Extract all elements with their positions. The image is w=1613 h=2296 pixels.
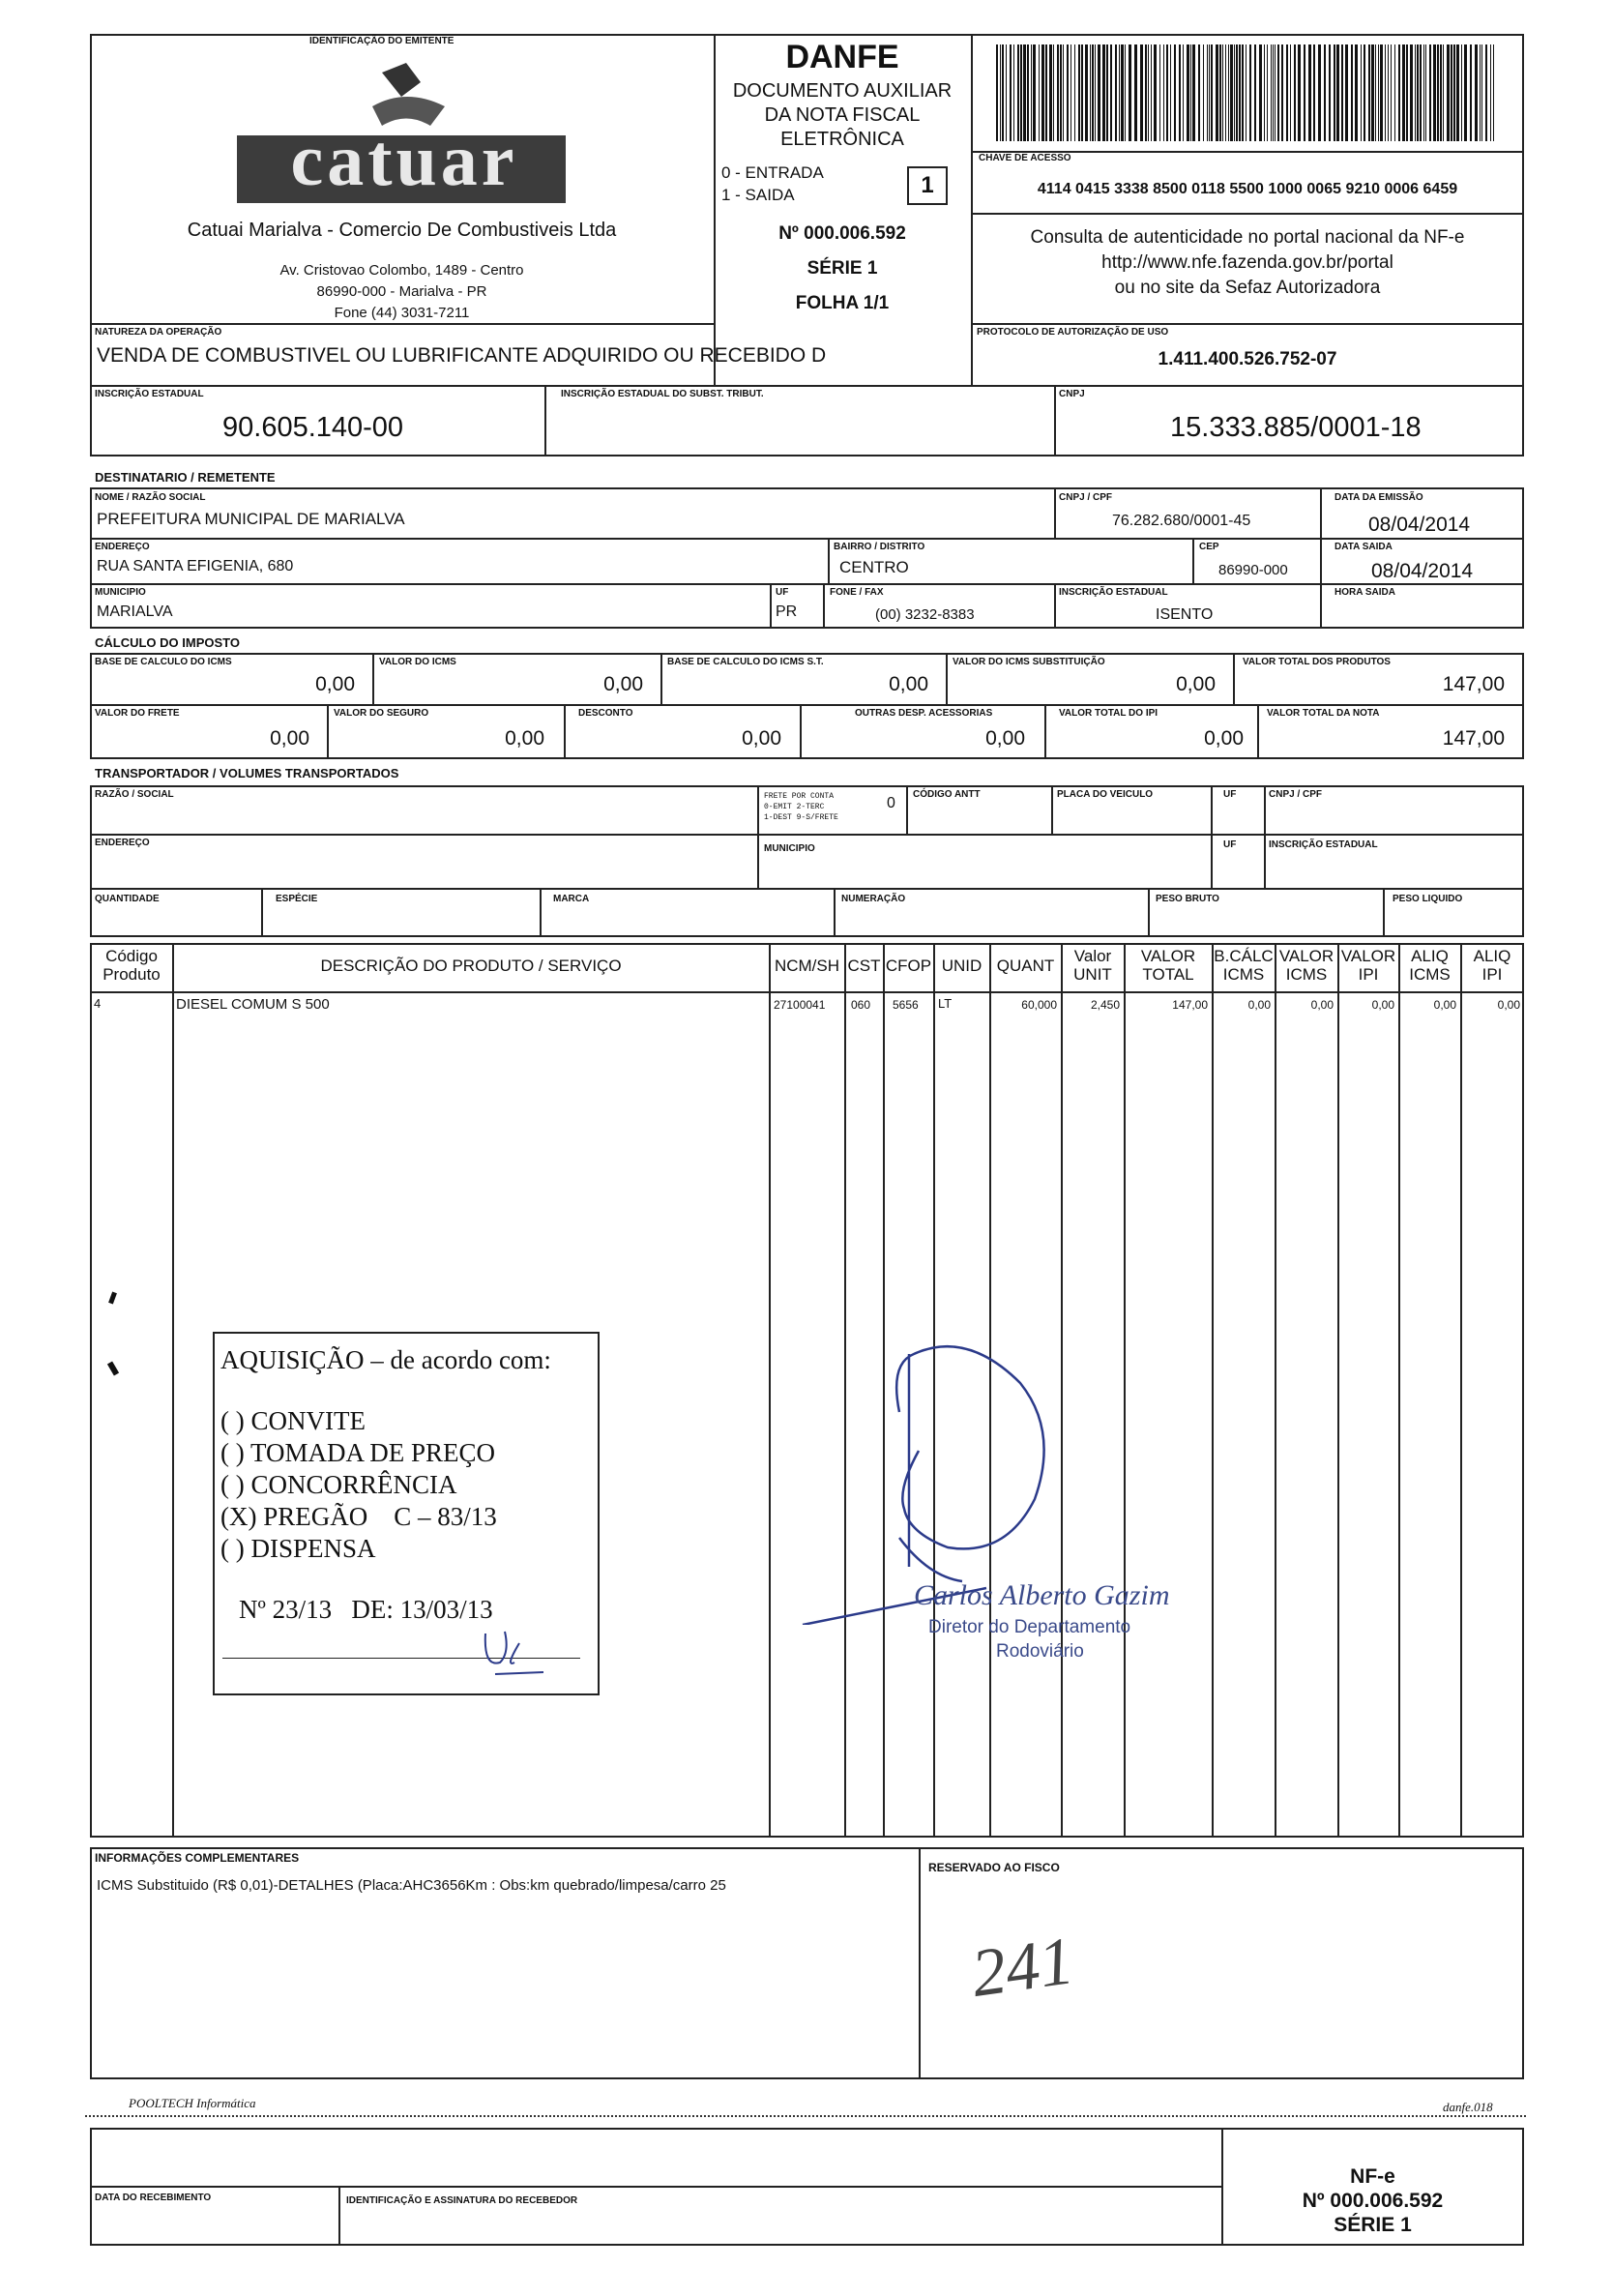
col-codigo: Código Produto bbox=[103, 947, 161, 984]
tax-valor-st: 0,00 bbox=[1176, 673, 1216, 695]
dest-uf: PR bbox=[776, 603, 798, 620]
dest-nome: PREFEITURA MUNICIPAL DE MARIALVA bbox=[97, 510, 405, 528]
row-codigo: 4 bbox=[94, 996, 102, 1011]
emitter-name: Catuai Marialva - Comercio De Combustiveis Ltda bbox=[187, 220, 617, 241]
dest-hora-label: HORA SAIDA bbox=[1334, 587, 1395, 598]
tax-base-icms-label: BASE DE CALCULO DO ICMS bbox=[95, 657, 232, 667]
transp-peso-liquido-label: PESO LIQUIDO bbox=[1393, 894, 1463, 904]
transp-endereco-label: ENDEREÇO bbox=[95, 838, 150, 848]
transp-municipio-label: MUNICIPIO bbox=[764, 843, 815, 854]
footer-numero: Nº 000.006.592 bbox=[1302, 2190, 1444, 2212]
dest-ie-label: INSCRIÇÃO ESTADUAL bbox=[1059, 587, 1168, 598]
transp-frete-value: 0 bbox=[887, 795, 895, 811]
col-ncm: NCM/SH bbox=[774, 957, 840, 975]
signature-role2: Rodoviário bbox=[996, 1641, 1084, 1662]
dest-cep-label: CEP bbox=[1199, 542, 1219, 552]
cut-line bbox=[85, 2115, 1526, 2117]
tax-section: CÁLCULO DO IMPOSTO bbox=[95, 635, 240, 650]
danfe-subtitle2: DA NOTA FISCAL bbox=[764, 104, 921, 126]
transp-uf2-label: UF bbox=[1223, 839, 1237, 850]
transp-frete-text bbox=[764, 791, 838, 823]
row-valor-unit: 2,450 bbox=[1090, 998, 1120, 1012]
danfe-title: DANFE bbox=[785, 39, 899, 75]
col-quant: QUANT bbox=[996, 957, 1055, 975]
frete-line3: 1-DEST 9-S/FRETE bbox=[764, 813, 838, 822]
col-valor-ipi: VALOR IPI bbox=[1340, 947, 1396, 984]
tax-total-produtos: 147,00 bbox=[1442, 673, 1505, 695]
row-valor-ipi: 0,00 bbox=[1371, 998, 1394, 1012]
dest-fone-label: FONE / FAX bbox=[830, 587, 884, 598]
col-aliq-icms: ALIQ ICMS bbox=[1409, 947, 1451, 984]
natureza-value: VENDA DE COMBUSTIVEL OU LUBRIFICANTE ADQUIRIDO OU RECEBIDO D bbox=[97, 344, 827, 367]
danfe-entrada: 0 - ENTRADA bbox=[721, 163, 824, 182]
row-quant: 60,000 bbox=[1021, 998, 1057, 1012]
row-aliq-ipi: 0,00 bbox=[1497, 998, 1520, 1012]
tax-valor-st-label: VALOR DO ICMS SUBSTITUIÇÃO bbox=[953, 657, 1105, 667]
protocolo-label: PROTOCOLO DE AUTORIZAÇÃO DE USO bbox=[977, 327, 1169, 338]
transp-numeracao-label: NUMERAÇÃO bbox=[841, 894, 906, 904]
emitter-phone: Fone (44) 3031-7211 bbox=[334, 305, 470, 321]
consulta-line2: http://www.nfe.fazenda.gov.br/portal bbox=[1101, 252, 1393, 273]
col-cst: CST bbox=[847, 957, 881, 975]
transp-razao-label: RAZÃO / SOCIAL bbox=[95, 789, 174, 800]
row-unid: LT bbox=[938, 996, 953, 1011]
danfe-numero: Nº 000.006.592 bbox=[778, 223, 906, 244]
ident-recebedor-label: IDENTIFICAÇÃO E ASSINATURA DO RECEBEDOR bbox=[346, 2195, 578, 2206]
dest-cep: 86990-000 bbox=[1218, 562, 1288, 578]
tax-base-st-label: BASE DE CALCULO DO ICMS S.T. bbox=[667, 657, 824, 667]
transp-cnpj-label: CNPJ / CPF bbox=[1269, 789, 1323, 800]
dest-municipio: MARIALVA bbox=[97, 603, 173, 620]
company-logo-text: catuar bbox=[290, 120, 518, 201]
dest-cnpj: 76.282.680/0001-45 bbox=[1112, 513, 1251, 529]
col-cfop: CFOP bbox=[885, 957, 932, 975]
dest-ie: ISENTO bbox=[1156, 606, 1214, 623]
dest-endereco: RUA SANTA EFIGENIA, 680 bbox=[97, 558, 294, 574]
stamp-opt1: ( ) CONVITE bbox=[220, 1406, 366, 1435]
transp-marca-label: MARCA bbox=[553, 894, 590, 904]
danfe-tipo-box: 1 bbox=[907, 166, 948, 205]
recipient-box bbox=[90, 487, 1524, 629]
stamp-title: AQUISIÇÃO – de acordo com: bbox=[220, 1345, 551, 1374]
emitter-address2: 86990-000 - Marialva - PR bbox=[316, 283, 487, 300]
stamp-opt5: ( ) DISPENSA bbox=[220, 1534, 376, 1563]
barcode bbox=[996, 44, 1499, 141]
pooltech-text: POOLTECH Informática bbox=[129, 2096, 256, 2110]
danfe-serie: SÉRIE 1 bbox=[806, 258, 878, 279]
tax-total-nota: 147,00 bbox=[1442, 727, 1505, 750]
col-valor-unit: Valor UNIT bbox=[1073, 947, 1112, 984]
row-valor-icms: 0,00 bbox=[1310, 998, 1334, 1012]
emitter-section-label: IDENTIFICAÇÃO DO EMITENTE bbox=[309, 36, 455, 46]
row-valor-total: 147,00 bbox=[1172, 998, 1208, 1012]
row-ncm: 27100041 bbox=[774, 998, 826, 1012]
cnpj-value: 15.333.885/0001-18 bbox=[1170, 412, 1422, 443]
dest-bairro: CENTRO bbox=[839, 558, 909, 576]
signature-role1: Diretor do Departamento bbox=[928, 1617, 1131, 1637]
col-valor-total: VALOR TOTAL bbox=[1140, 947, 1196, 984]
chave-label: CHAVE DE ACESSO bbox=[979, 153, 1071, 163]
dest-bairro-label: BAIRRO / DISTRITO bbox=[834, 542, 925, 552]
row-aliq-icms: 0,00 bbox=[1433, 998, 1456, 1012]
dest-endereco-label: ENDEREÇO bbox=[95, 542, 150, 552]
tax-base-icms: 0,00 bbox=[315, 673, 355, 695]
cnpj-label: CNPJ bbox=[1059, 389, 1085, 399]
recipient-section: DESTINATARIO / REMETENTE bbox=[95, 470, 276, 485]
tax-valor-icms: 0,00 bbox=[603, 673, 643, 695]
row-cst: 060 bbox=[851, 998, 871, 1012]
stamp-initials bbox=[476, 1624, 553, 1682]
footer-serie: SÉRIE 1 bbox=[1334, 2214, 1412, 2236]
transp-peso-bruto-label: PESO BRUTO bbox=[1156, 894, 1219, 904]
consulta-line3: ou no site da Sefaz Autorizadora bbox=[1114, 278, 1381, 298]
col-aliq-ipi: ALIQ IPI bbox=[1473, 947, 1511, 984]
info-value: ICMS Substituido (R$ 0,01)-DETALHES (Placa:AHC3656Km : Obs:km quebrado/limpesa/carro 25 bbox=[97, 1877, 726, 1894]
col-descricao: DESCRIÇÃO DO PRODUTO / SERVIÇO bbox=[320, 957, 622, 975]
transp-especie-label: ESPÉCIE bbox=[276, 894, 318, 904]
ie-st-label: INSCRIÇÃO ESTADUAL DO SUBST. TRIBUT. bbox=[561, 389, 764, 399]
tax-base-st: 0,00 bbox=[889, 673, 928, 695]
tax-total-produtos-label: VALOR TOTAL DOS PRODUTOS bbox=[1243, 657, 1391, 667]
emitter-address1: Av. Cristovao Colombo, 1489 - Centro bbox=[279, 262, 524, 279]
tax-valor-icms-label: VALOR DO ICMS bbox=[379, 657, 456, 667]
acquisition-stamp bbox=[213, 1332, 600, 1695]
tax-total-nota-label: VALOR TOTAL DA NOTA bbox=[1267, 708, 1380, 719]
frete-line1: FRETE POR CONTA bbox=[764, 792, 835, 801]
tax-seguro: 0,00 bbox=[505, 727, 544, 750]
fisco-label: RESERVADO AO FISCO bbox=[928, 1861, 1060, 1874]
dest-emissao: 08/04/2014 bbox=[1368, 514, 1471, 536]
col-unid: UNID bbox=[941, 957, 982, 975]
row-cfop: 5656 bbox=[893, 998, 919, 1012]
consulta-line1: Consulta de autenticidade no portal nacional da NF-e bbox=[1030, 227, 1465, 248]
ie-value: 90.605.140-00 bbox=[222, 412, 404, 443]
danfe-saida: 1 - SAIDA bbox=[721, 186, 795, 204]
dest-saida-label: DATA SAIDA bbox=[1334, 542, 1393, 552]
signature-name: Carlos Alberto Gazim bbox=[914, 1579, 1170, 1611]
danfe-code: danfe.018 bbox=[1443, 2100, 1493, 2114]
tax-seguro-label: VALOR DO SEGURO bbox=[334, 708, 429, 719]
dest-cnpj-label: CNPJ / CPF bbox=[1059, 492, 1113, 503]
data-recebimento-label: DATA DO RECEBIMENTO bbox=[95, 2193, 212, 2203]
tax-frete: 0,00 bbox=[270, 727, 309, 750]
row-bc-icms: 0,00 bbox=[1247, 998, 1271, 1012]
dest-saida: 08/04/2014 bbox=[1371, 560, 1474, 582]
ie-label: INSCRIÇÃO ESTADUAL bbox=[95, 389, 204, 399]
natureza-label: NATUREZA DA OPERAÇÃO bbox=[95, 327, 222, 338]
tax-frete-label: VALOR DO FRETE bbox=[95, 708, 180, 719]
stamp-opt3: ( ) CONCORRÊNCIA bbox=[220, 1470, 457, 1499]
danfe-folha: FOLHA 1/1 bbox=[795, 293, 890, 313]
transp-ie-label: INSCRIÇÃO ESTADUAL bbox=[1269, 839, 1378, 850]
transp-antt-label: CÓDIGO ANTT bbox=[913, 789, 981, 800]
fisco-handwriting: 241 bbox=[967, 1924, 1078, 2012]
stamp-numero: Nº 23/13 DE: 13/03/13 bbox=[239, 1595, 493, 1624]
frete-line2: 0-EMIT 2-TERC bbox=[764, 803, 825, 811]
dest-emissao-label: DATA DA EMISSÃO bbox=[1334, 492, 1423, 503]
dest-nome-label: NOME / RAZÃO SOCIAL bbox=[95, 492, 206, 503]
tax-outras: 0,00 bbox=[985, 727, 1025, 750]
dest-fone: (00) 3232-8383 bbox=[875, 606, 975, 623]
tax-ipi: 0,00 bbox=[1204, 727, 1244, 750]
stamp-opt4: (X) PREGÃO C – 83/13 bbox=[220, 1502, 497, 1531]
danfe-subtitle3: ELETRÔNICA bbox=[780, 129, 904, 150]
col-bc-icms: B.CÁLC ICMS bbox=[1214, 947, 1274, 984]
tax-outras-label: OUTRAS DESP. ACESSORIAS bbox=[855, 708, 993, 719]
dest-uf-label: UF bbox=[776, 587, 789, 598]
dest-municipio-label: MUNICIPIO bbox=[95, 587, 146, 598]
transp-placa-label: PLACA DO VEICULO bbox=[1057, 789, 1154, 800]
transp-qtd-label: QUANTIDADE bbox=[95, 894, 160, 904]
stamp-opt2: ( ) TOMADA DE PREÇO bbox=[220, 1438, 496, 1467]
chave-acesso: 4114 0415 3338 8500 0118 5500 1000 0065 9210 0006 6459 bbox=[1037, 181, 1458, 197]
footer-nfe: NF-e bbox=[1350, 2165, 1395, 2188]
row-descricao: DIESEL COMUM S 500 bbox=[176, 996, 330, 1013]
transport-section: TRANSPORTADOR / VOLUMES TRANSPORTADOS bbox=[95, 766, 399, 780]
protocolo-value: 1.411.400.526.752-07 bbox=[1158, 349, 1337, 369]
tax-desconto: 0,00 bbox=[742, 727, 781, 750]
danfe-subtitle1: DOCUMENTO AUXILIAR bbox=[732, 80, 953, 102]
tax-ipi-label: VALOR TOTAL DO IPI bbox=[1059, 708, 1158, 719]
tax-desconto-label: DESCONTO bbox=[578, 708, 633, 719]
info-label: INFORMAÇÕES COMPLEMENTARES bbox=[95, 1851, 300, 1865]
col-valor-icms: VALOR ICMS bbox=[1278, 947, 1334, 984]
transp-uf-label: UF bbox=[1223, 789, 1237, 800]
